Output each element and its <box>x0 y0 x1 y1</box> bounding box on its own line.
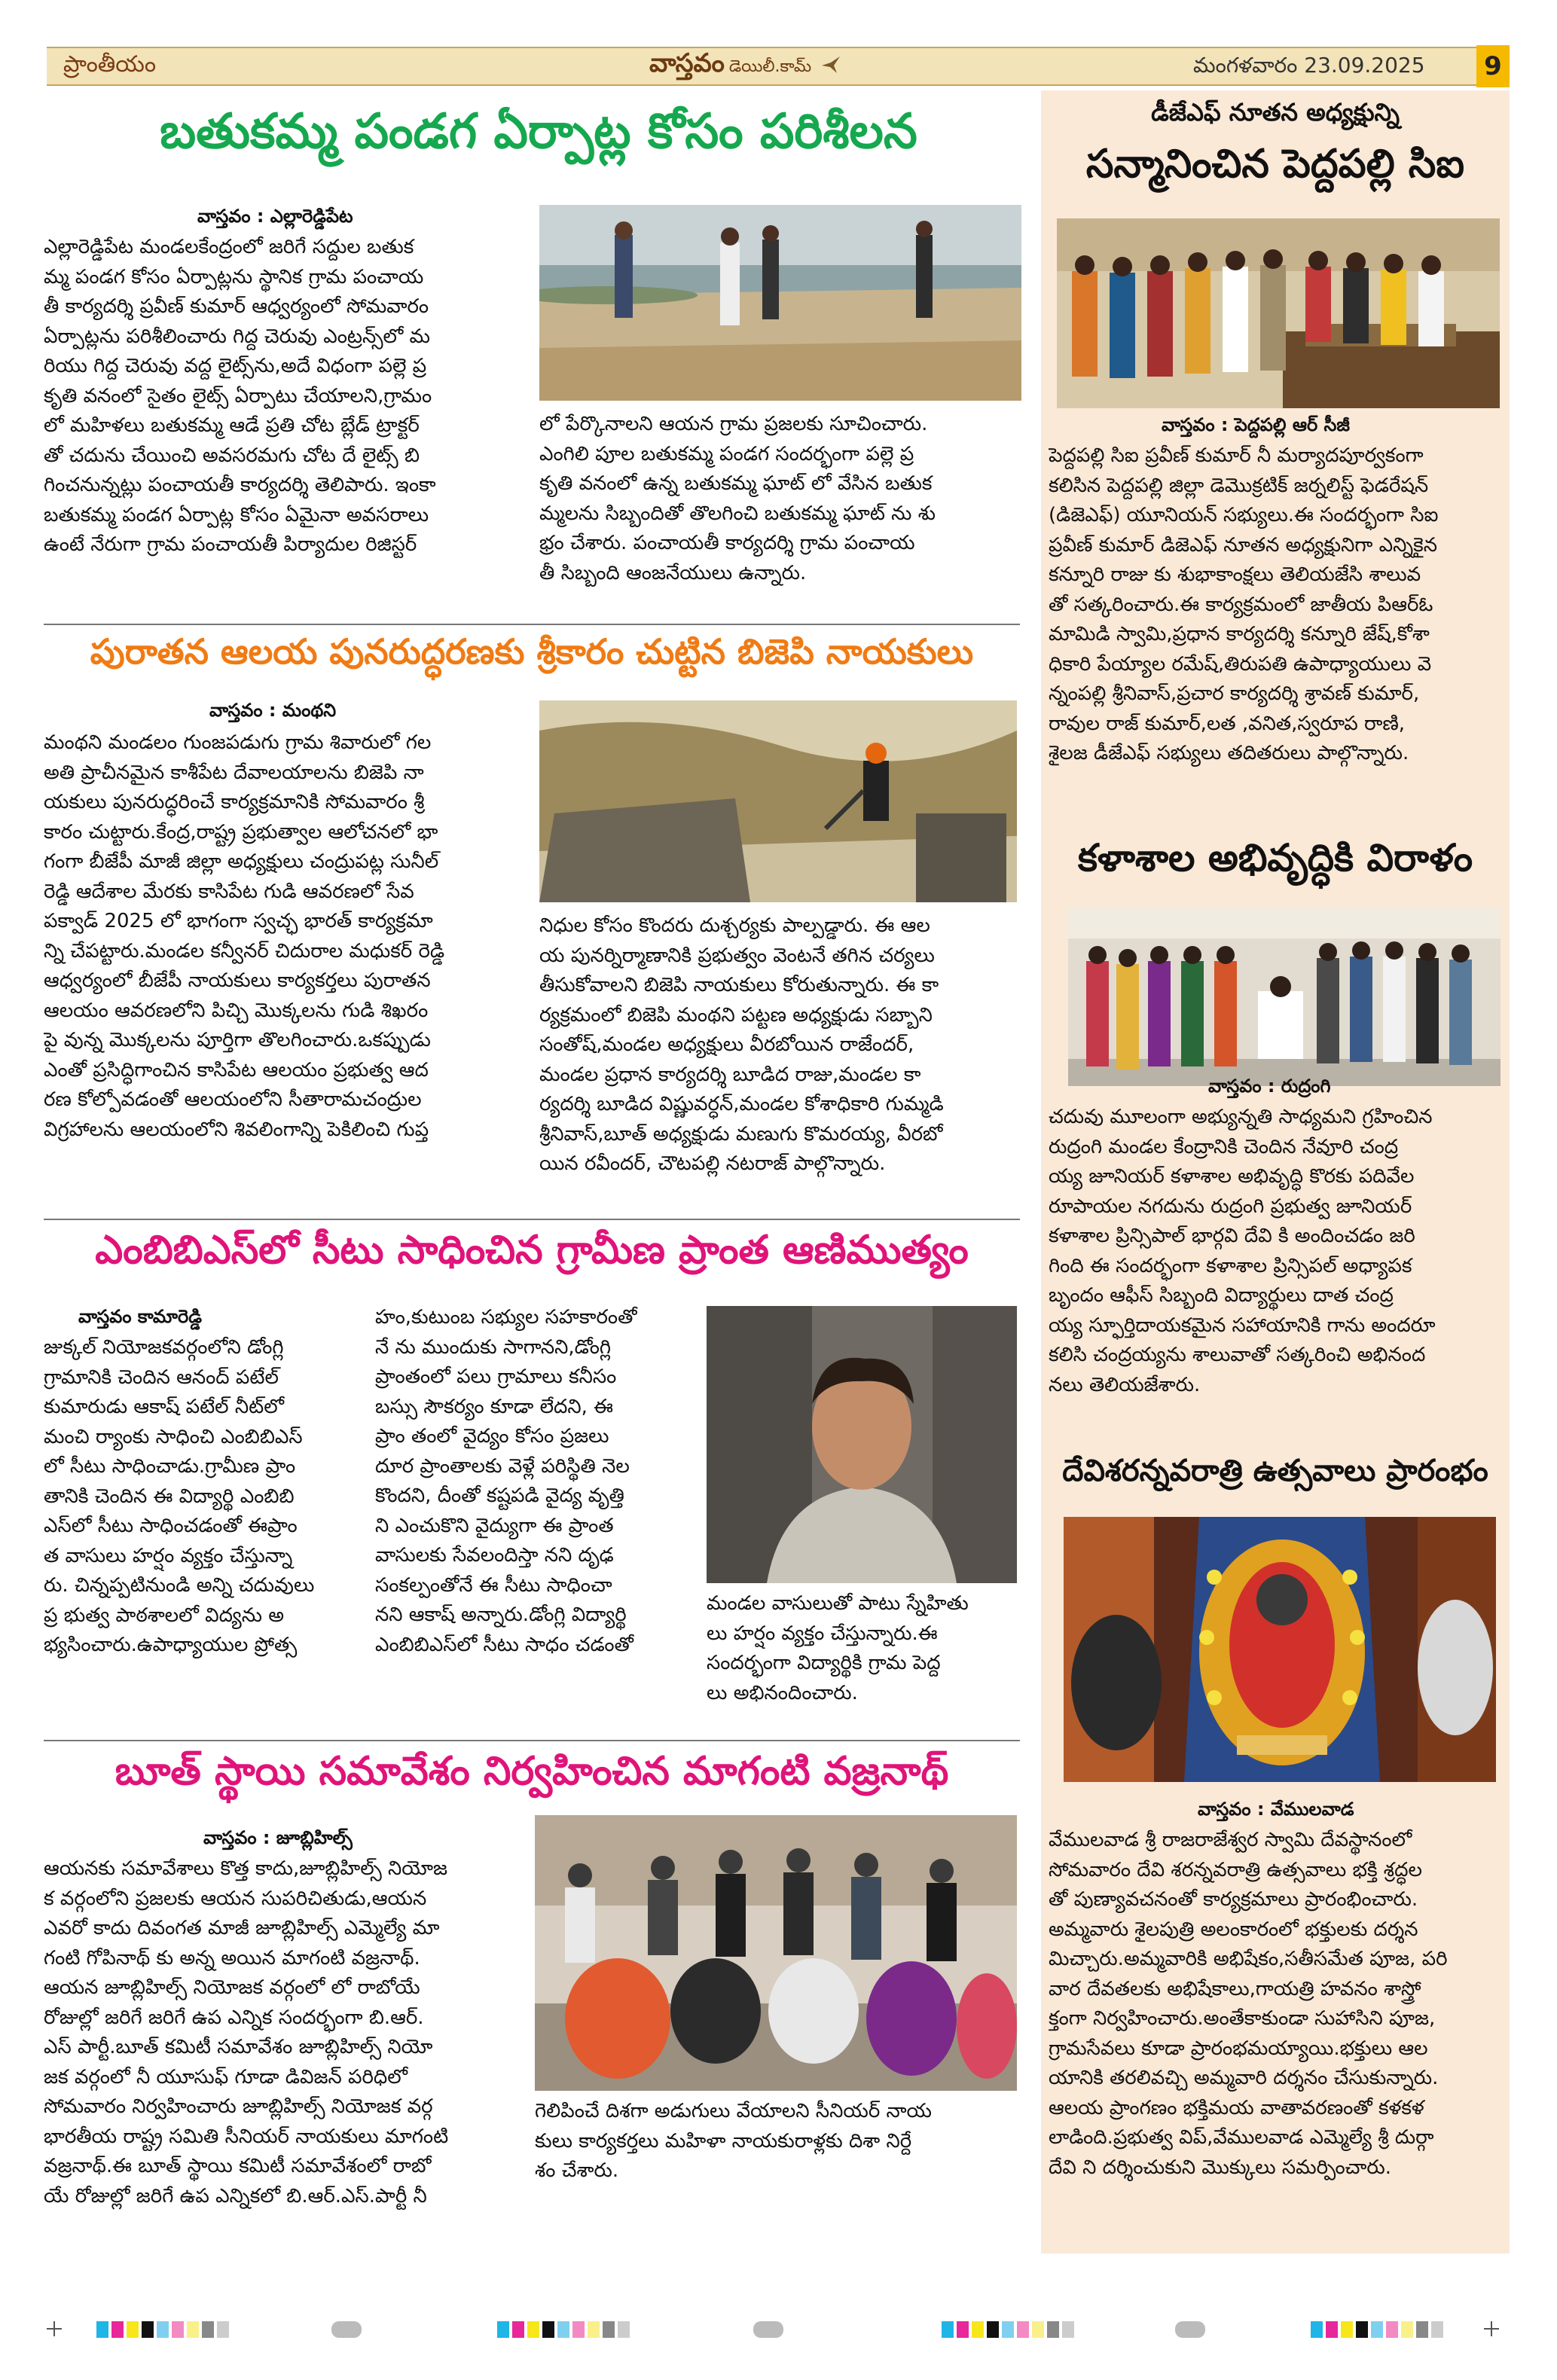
side1-dateline: వాస్తవం : పెద్దపల్లి ఆర్ సీజీ <box>1162 414 1350 435</box>
student-photo <box>707 1306 1017 1583</box>
story3-column-1: జుక్కల్ నియోజకవర్గంలోని డోంగ్లి గ్రామానికి చెందిన ఆనంద్ పటేల్ కుమారుడు ఆకాష్ పటేల్ నీట్‌లో మంచి ర్యాంకు సాధించి ఎంబిబిఎస్ లో సీటు సాధించాడు.గ్రామీణ ప్రాం తానికి చెందిన ఈ విద్యార్థి ఎంబిబి ఎస్‌లో సీటు సాధించడంతో ఈప్రాం త వాసులు హర్షం వ్యక్తం చేస్తున్నా రు. చిన్నప్పటినుండి అన్ని చదువులు ప్ర భుత్వ పాఠశాలలో విద్యను అ భ్యసించారు.ఉపాధ్యాయుల ప్రోత్స <box>44 1336 315 1656</box>
page-header <box>47 47 1510 86</box>
story2-dateline: వాస్తవం : మంథని <box>209 700 337 721</box>
print-marks <box>0 2312 1557 2357</box>
story1-headline: బతుకమ్మ పండగ ఏర్పాట్ల కోసం పరిశీలన <box>160 104 917 160</box>
side1-photo <box>1057 218 1500 408</box>
story3-headline: ఎంబిబిఎస్‌లో సీటు సాధించిన గ్రామీణ ప్రాంత ఆణిముత్యం <box>95 1228 969 1273</box>
bird-icon <box>820 55 841 75</box>
story2-column-1: మంథని మండలం గుంజపడుగు గ్రామ శివారులో గల అతి ప్రాచీనమైన కాశీపేట దేవాలయాలను బిజెపి నా యకులు పునరుద్ధరించే కార్యక్రమానికి సోమవారం శ్రీ కారం చుట్టారు.కేంద్ర,రాష్ట్ర ప్రభుత్వాల ఆలోచనలో భా గంగా బీజేపీ మాజీ జిల్లా అధ్యక్షులు చంద్రుపట్ల సునీల్ రెడ్డి ఆదేశాల మేరకు కాసిపేట గుడి ఆవరణలో సేవ పక్వాడ్ 2025 లో భాగంగా స్వచ్ఛ భారత్ కార్యక్రమా న్ని చేపట్టారు.మండల కన్వీనర్ చిదురాల మధుకర్ రెడ్డి ఆధ్వర్యంలో బీజేపీ నాయకులు కార్యకర్తలు పురాతన ఆలయం ఆవరణలోని పిచ్చి మొక్కలను గుడి శిఖరం పై వున్న మొక్కలను పూర్తిగా తొలగించారు.ఒకప్పుడు ఎంతో ప్రసిద్ధిగాంచిన కాసిపేట ఆలయం ప్రభుత్వ ఆద రణ కోల్పోవడంతో ఆలయంలోని సీతారామచంద్రుల విగ్రహాలను ఆలయంలోని శివలింగాన్ని పెకిలించి గుప్త <box>44 731 445 1141</box>
side3-photo <box>1064 1517 1496 1782</box>
story1-column-1: ఎల్లారెడ్డిపేట మండలకేంద్రంలో జరిగే సద్దుల బతుక మ్మ పండగ కోసం ఏర్పాట్లను స్థానిక గ్రామ పంచాయ తీ కార్యదర్శి ప్రవీణ్ కుమార్ ఆధ్వర్యంలో సోమవారం ఏర్పాట్లను పరిశీలించారు గిద్ద చెరువు ఎంట్రన్స్‌లో మ రియు గిద్ద చెరువు వద్ద లైట్స్‌ను,అదే విధంగా పల్లె ప్ర కృతి వనంలో సైతం లైట్స్ ఏర్పాటు చేయాలని,గ్రామం లో మహిళలు బతుకమ్మ ఆడే ప్రతి చోట బ్లేడ్ ట్రాక్టర్ తో చదును చేయించి అవసరమగు చోట దే లైట్స్ బి గించనున్నట్లు పంచాయతీ కార్యదర్శి తెలిపారు. ఇంకా బతుకమ్మ పండగ ఏర్పాట్ల కోసం ఏమైనా అవసరాలు ఉంటే నేరుగా గ్రామ పంచాయతీ పిర్యాదుల రిజిస్టర్ <box>44 236 436 556</box>
story4-photo <box>535 1815 1017 2091</box>
brand-name: వాస్తవం <box>649 48 725 78</box>
brand-logo <box>649 48 841 84</box>
side3-body: వేములవాడ శ్రీ రాజరాజేశ్వర స్వామి దేవస్థానంలో సోమవారం దేవి శరన్నవరాత్రి ఉత్సవాలు భక్తి శ్రద్ధల తో పుణ్యావచనంతో కార్యక్రమాలు ప్రారంభించారు. అమ్మవారు శైలపుత్రి అలంకారంలో భక్తులకు దర్శన మిచ్చారు.అమ్మవారికి అభిషేకం,సతీసమేత పూజ, పరి వార దేవతలకు అభిషేకాలు,గాయత్రి హవనం శాస్త్రో క్తంగా నిర్వహించారు.అంతేకాకుండా సుహాసిని పూజ, గ్రామసేవలు కూడా ప్రారంభమయ్యాయి.భక్తులు ఆల యానికి తరలివచ్చి అమ్మవారి దర్శనం చేసుకున్నారు. ఆలయ ప్రాంగణం భక్తిమయ వాతావరణంతో కళకళ లాడింది.ప్రభుత్వ విప్,వేములవాడ ఎమ్మెల్యే శ్రీ దుర్గా దేవి ని దర్శించుకుని మొక్కులు సమర్పించారు. <box>1049 1829 1448 2179</box>
side1-body: పెద్దపల్లి సిఐ ప్రవీణ్ కుమార్ నీ మర్యాదపూర్వకంగా కలిసిన పెద్దపల్లి జిల్లా డెమొక్రటిక్ జర్నలిస్ట్ ఫెడరేషన్ (డిజెఎఫ్) యూనియన్ సభ్యులు.ఈ సందర్భంగా సిఐ ప్రవీణ్ కుమార్ డిజెఎఫ్ నూతన అధ్యక్షునిగా ఎన్నికైన కన్నూరి రాజు కు శుభాకాంక్షలు తెలియజేసి శాలువ తో సత్కరించారు.ఈ కార్యక్రమంలో జాతీయ పిఆర్ఓ మామిడి స్వామి,ప్రధాన కార్యదర్శి కన్నూరి జేష్,కోశా ధికారి పేయ్యాల రమేష్,తిరుపతి ఉపాధ్యాయులు వె న్నంపల్లి శ్రీనివాస్,ప్రచార కార్యదర్శి శ్రావణ్ కుమార్, రావుల రాజ్ కుమార్,లత ,వనిత,స్వరూప రాణి, శైలజ డీజేఎఫ్ సభ్యులు తదితరులు పాల్గొన్నారు. <box>1049 444 1439 764</box>
side3-headline: దేవిశరన్నవరాత్రి ఉత్సవాలు ప్రారంభం <box>1062 1454 1488 1488</box>
story3-column-2: హం,కుటుంబ సభ్యుల సహకారంతో నే ను ముందుకు సాగానని,డోంగ్లి ప్రాంతంలో పలు గ్రామాలు కనీసం బస్సు సౌకర్యం కూడా లేదని, ఈ ప్రాం తంలో వైద్యం కోసం ప్రజలు దూర ప్రాంతాలకు వెళ్లే పరిస్థితి నెల కొందని, దీంతో కష్టపడి వైద్య వృత్తి ని ఎంచుకొని వైద్యుగా ఈ ప్రాంత వాసులకు సేవలందిస్తా నని దృఢ సంకల్పంతోనే ఈ సీటు సాధించా నని ఆకాష్ అన్నారు.డోంగ్లి విద్యార్థి ఎంబిబిఎస్‌లో సీటు సాధం చడంతో <box>375 1306 637 1656</box>
page-number: 9 <box>1476 45 1510 87</box>
section-label: ప్రాంతీయం <box>63 51 157 78</box>
story4-column-1: ఆయనకు సమావేశాలు కొత్త కాదు,జూబ్లిహిల్స్ నియోజ క వర్గంలోని ప్రజలకు ఆయన సుపరిచితుడు,ఆయన ఎవరో కాదు దివంగత మాజీ జూబ్లిహిల్స్ ఎమ్మెల్యే మా గంటి గోపినాథ్ కు అన్న అయిన మాగంటి వజ్రనాథ్. ఆయన జూబ్లిహిల్స్ నియోజక వర్గంలో లో రాబోయే రోజుల్లో జరిగే జరిగే ఉప ఎన్నిక సందర్భంగా బి.ఆర్. ఎస్ పార్టీ.బూత్ కమిటీ సమావేశం జూబ్లిహిల్స్ నియో జక వర్గంలో నీ యూసుఫ్ గూడా డివిజన్ పరిధిలో సోమవారం నిర్వహించారు జూబ్లిహిల్స్ నియోజక వర్గ భారతీయ రాష్ట్ర సమితి సీనియర్ నాయకులు మాగంటి వజ్రనాథ్.ఈ బూత్ స్థాయి కమిటీ సమావేశంలో రాబో యే రోజుల్లో జరిగే ఉప ఎన్నికలో బి.ఆర్.ఎస్.పార్టీ నీ <box>44 1857 449 2208</box>
side1-kicker: డీజేఎఫ్ నూతన అధ్యక్షున్ని <box>1151 98 1400 127</box>
divider <box>44 1219 1020 1220</box>
story4-dateline: వాస్తవం : జూబ్లిహిల్స్ <box>203 1827 353 1848</box>
story1-photo <box>539 205 1021 401</box>
side2-headline: కళాశాల అభివృద్ధికి విరాళం <box>1077 836 1473 880</box>
story1-dateline: వాస్తవం : ఎల్లారెడ్డిపేట <box>197 206 353 227</box>
story3-column-3: మండల వాసులుతో పాటు స్నేహితు లు హర్షం వ్యక్తం చేస్తున్నారు.ఈ సందర్భంగా విద్యార్థికి గ్రామ పెద్ద లు అభినందించారు. <box>707 1592 969 1704</box>
divider <box>44 624 1020 625</box>
color-registration-bars-icon <box>0 2312 1557 2357</box>
story4-column-2: గెలిపించే దిశగా అడుగులు వేయాలని సీనియర్ నాయ కులు కార్యకర్తలు మహిళా నాయకురాళ్లకు దిశా నిర్దే శం చేశారు. <box>535 2100 932 2182</box>
story4-headline: బూత్ స్థాయి సమావేశం నిర్వహించిన మాగంటి వజ్రనాథ్ <box>114 1749 949 1794</box>
side2-body: చదువు మూలంగా అభ్యున్నతి సాధ్యమని గ్రహించిన రుద్రంగి మండల కేంద్రానికి చెందిన నేవూరి చంద్ర య్య జూనియర్ కళాశాల అభివృద్ధి కొరకు పదివేల రూపాయల నగదును రుద్రంగి ప్రభుత్వ జూనియర్ కళాశాల ప్రిన్సిపాల్ భార్గవి దేవి కి అందించడం జరి గింది ఈ సందర్భంగా కళాశాల ప్రిన్సిపల్ అధ్యాపక బృందం ఆఫీస్ సిబ్బంది విద్యార్థులు దాత చంద్ర య్య స్ఫూర్తిదాయకమైన సహాయానికి గాను అందరూ కలిసి చంద్రయ్యను శాలువాతో సత్కరించి అభినంద నలు తెలియజేశారు. <box>1049 1106 1436 1396</box>
story3-dateline: వాస్తవం కామారెడ్డి <box>78 1306 202 1327</box>
side3-dateline: వాస్తవం : వేములవాడ <box>1198 1799 1354 1820</box>
story2-headline: పురాతన ఆలయ పునరుద్ధరణకు శ్రీకారం చుట్టిన బిజెపి నాయకులు <box>90 631 974 672</box>
side2-photo <box>1068 908 1501 1086</box>
side1-headline: సన్మానించిన పెద్దపల్లి సిఐ <box>1085 142 1465 187</box>
brand-suffix: డెయిలీ.కామ్ <box>728 57 812 76</box>
side2-dateline: వాస్తవం : రుద్రంగి <box>1208 1076 1331 1097</box>
story2-column-2: నిధుల కోసం కొందరు దుశ్చర్యకు పాల్పడ్డారు. ఈ ఆల య పునర్నిర్మాణానికి ప్రభుత్వం వెంటనే తగిన చర్యలు తీసుకోవాలని బిజెపి నాయకులు కోరుతున్నారు. ఈ కా ర్యక్రమంలో బిజెపి మంథని పట్టణ అధ్యక్షుడు సబ్బాని సంతోష్,మండల అధ్యక్షులు వీరబోయిన రాజేందర్, మండల ప్రధాన కార్యదర్శి బూడిద రాజు,మండల కా ర్యదర్శి బూడిద విష్ణువర్ధన్,మండల కోశాధికారి గుమ్మడి శ్రీనివాస్,బూత్ అధ్యక్షుడు మణుగు కొమరయ్య, వీరబో యిన రవీందర్, చౌటపల్లి నటరాజ్ పాల్గొన్నారు. <box>539 914 944 1175</box>
divider <box>44 1740 1020 1741</box>
story2-photo <box>539 700 1017 902</box>
issue-date: మంగళవారం 23.09.2025 <box>1193 53 1425 78</box>
story1-column-2: లో పేర్కొనాలని ఆయన గ్రామ ప్రజలకు సూచించారు. ఎంగిలి పూల బతుకమ్మ పండగ సందర్భంగా పల్లె ప్ర కృతి వనంలో ఉన్న బతుకమ్మ ఘాట్ లో వేసిన బతుక మ్మలను సిబ్బందితో తొలగించి బతుకమ్మ ఘాట్ ను శు భ్రం చేశారు. పంచాయతీ కార్యదర్శి గ్రామ పంచాయ తీ సిబ్బంది ఆంజనేయులు ఉన్నారు. <box>539 413 936 584</box>
